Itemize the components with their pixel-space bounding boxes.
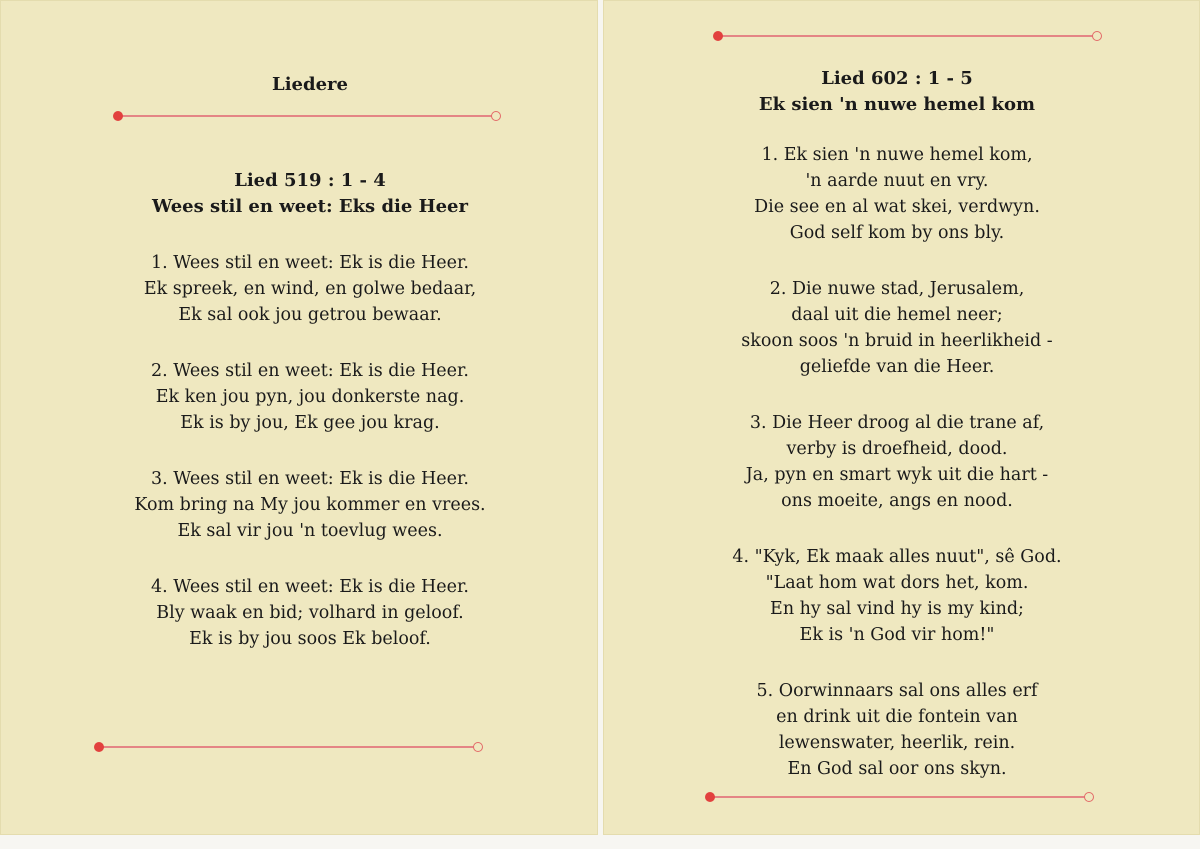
verse-line: 4. Wees stil en weet: Ek is die Heer. — [151, 577, 469, 597]
section-title: Liedere — [272, 74, 348, 95]
verse-line: 3. Die Heer droog al die trane af, — [749, 413, 1045, 433]
verse-line: 'n aarde nuut en vry. — [805, 171, 989, 191]
verse-line: God self kom by ons bly. — [789, 223, 1005, 243]
verse-line: 4. "Kyk, Ek maak alles nuut", sê God. — [732, 547, 1062, 567]
left-verses — [90, 250, 530, 682]
divider-left-top — [113, 110, 501, 122]
divider-right-bottom — [705, 791, 1094, 803]
verse — [677, 678, 1117, 782]
verse-line: Ja, pyn en smart wyk uit die hart - — [745, 465, 1049, 485]
verse-line: en drink uit die fontein van — [776, 707, 1018, 727]
verse-line: geliefde van die Heer. — [799, 357, 995, 377]
verse-line: daal uit die hemel neer; — [791, 305, 1003, 325]
verse-line: Ek is 'n God vir hom!" — [799, 625, 995, 645]
verse — [90, 574, 530, 652]
verse — [90, 250, 530, 328]
verse — [677, 544, 1117, 648]
divider-left-bottom — [94, 741, 483, 753]
right-verses — [677, 142, 1117, 812]
verse-line: "Laat hom wat dors het, kom. — [765, 573, 1029, 593]
bottom-margin — [0, 835, 1200, 849]
verse-line: lewenswater, heerlik, rein. — [778, 733, 1016, 753]
song-ref: Lied 519 : 1 - 4 — [234, 170, 386, 191]
verse — [677, 142, 1117, 246]
verse — [90, 466, 530, 544]
verse-line: 1. Wees stil en weet: Ek is die Heer. — [151, 253, 469, 273]
verse-line: verby is droefheid, dood. — [786, 439, 1008, 459]
verse-line: Ek sal ook jou getrou bewaar. — [178, 305, 442, 325]
verse-line: 5. Oorwinnaars sal ons alles erf — [756, 681, 1038, 701]
verse-line: Kom bring na My jou kommer en vrees. — [134, 495, 486, 515]
verse-line: Ek is by jou, Ek gee jou krag. — [180, 413, 440, 433]
verse-line: Ek sal vir jou 'n toevlug wees. — [177, 521, 443, 541]
verse-line: 3. Wees stil en weet: Ek is die Heer. — [151, 469, 469, 489]
verse — [677, 276, 1117, 380]
verse — [677, 410, 1117, 514]
page-fold — [598, 0, 603, 849]
right-song-header — [697, 66, 1097, 118]
verse-line: Ek ken jou pyn, jou donkerste nag. — [155, 387, 465, 407]
verse-line: Ek spreek, en wind, en golwe bedaar, — [143, 279, 477, 299]
verse-line: 2. Die nuwe stad, Jerusalem, — [769, 279, 1025, 299]
verse — [90, 358, 530, 436]
verse-line: skoon soos 'n bruid in heerlikheid - — [741, 331, 1053, 351]
verse-line: En hy sal vind hy is my kind; — [770, 599, 1024, 619]
song-title: Ek sien 'n nuwe hemel kom — [758, 94, 1036, 115]
verse-line: En God sal oor ons skyn. — [787, 759, 1007, 779]
verse-line: Ek is by jou soos Ek beloof. — [189, 629, 431, 649]
verse-line: ons moeite, angs en nood. — [781, 491, 1013, 511]
left-song-header — [110, 168, 510, 220]
song-title: Wees stil en weet: Eks die Heer — [151, 196, 468, 217]
song-ref: Lied 602 : 1 - 5 — [821, 68, 973, 89]
verse-line: Bly waak en bid; volhard in geloof. — [156, 603, 464, 623]
verse-line: 2. Wees stil en weet: Ek is die Heer. — [151, 361, 469, 381]
verse-line: 1. Ek sien 'n nuwe hemel kom, — [761, 145, 1033, 165]
verse-line: Die see en al wat skei, verdwyn. — [754, 197, 1040, 217]
divider-right-top — [713, 30, 1102, 42]
